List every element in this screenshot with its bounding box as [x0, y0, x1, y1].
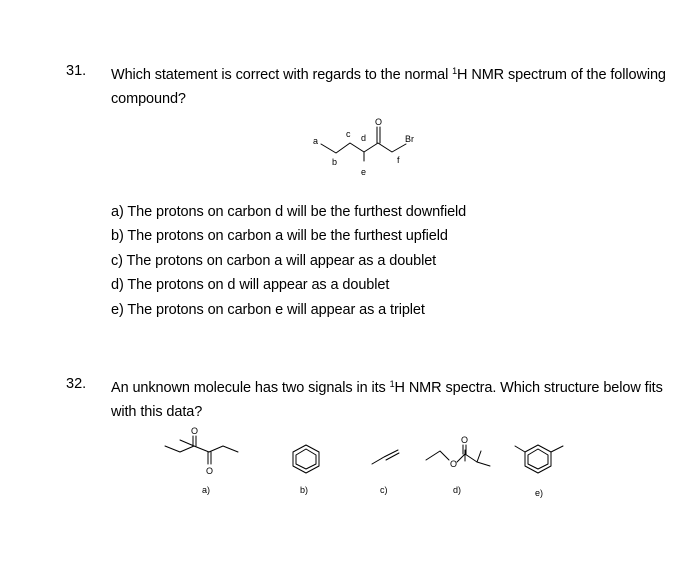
question-32-superscript: 1: [389, 379, 395, 389]
q31-label-c: c: [346, 129, 351, 139]
q32-structure-e: [515, 445, 563, 473]
question-31-text-part2: H NMR spectrum of the following: [457, 67, 666, 83]
q31-option-c: c) The protons on carbon a will appear as a doublet: [111, 253, 437, 269]
q32-label-a: a): [202, 485, 211, 495]
q31-label-b: b: [332, 157, 338, 167]
q31-label-e: e: [361, 167, 367, 177]
q32-structure-b: [293, 445, 319, 473]
q31-option-d: d) The protons on d will appear as a doublet: [111, 277, 390, 293]
q32-structure-a: [165, 436, 238, 464]
question-32-text-part2: H NMR spectra. Which structure below fits: [394, 380, 663, 396]
q32-label-d: d): [453, 485, 462, 495]
q31-label-f: f: [397, 155, 400, 165]
q32-label-e: e): [535, 488, 544, 498]
question-31-text-part1: Which statement is correct with regards to the normal: [111, 67, 453, 83]
question-32-text-part1: An unknown molecule has two signals in its: [111, 380, 390, 396]
q32-d-oxygen-carbonyl: O: [461, 435, 469, 445]
question-31-superscript: 1: [452, 66, 458, 76]
q32-a-oxygen-bottom: O: [206, 466, 214, 476]
question-32-number: 32.: [66, 376, 87, 392]
q32-d-oxygen-ester: O: [450, 459, 458, 469]
q31-label-bromine: Br: [405, 134, 414, 144]
q31-option-e: e) The protons on carbon e will appear as a triplet: [111, 302, 425, 318]
q31-label-d: d: [361, 133, 367, 143]
q32-a-oxygen-top: O: [191, 426, 199, 436]
q31-label-a: a: [313, 136, 319, 146]
q32-label-c: c): [380, 485, 388, 495]
q32-structure-c: [372, 450, 399, 464]
q31-option-a: a) The protons on carbon d will be the furthest downfield: [111, 204, 467, 220]
q32-structure-d: [426, 445, 490, 466]
q31-label-oxygen: O: [375, 117, 383, 127]
q31-option-b: b) The protons on carbon a will be the furthest upfield: [111, 228, 448, 244]
q32-label-b: b): [300, 485, 309, 495]
question-32-text-line2: with this data?: [111, 404, 203, 420]
question-31-text-line2: compound?: [111, 91, 186, 107]
question-31-number: 31.: [66, 63, 87, 79]
